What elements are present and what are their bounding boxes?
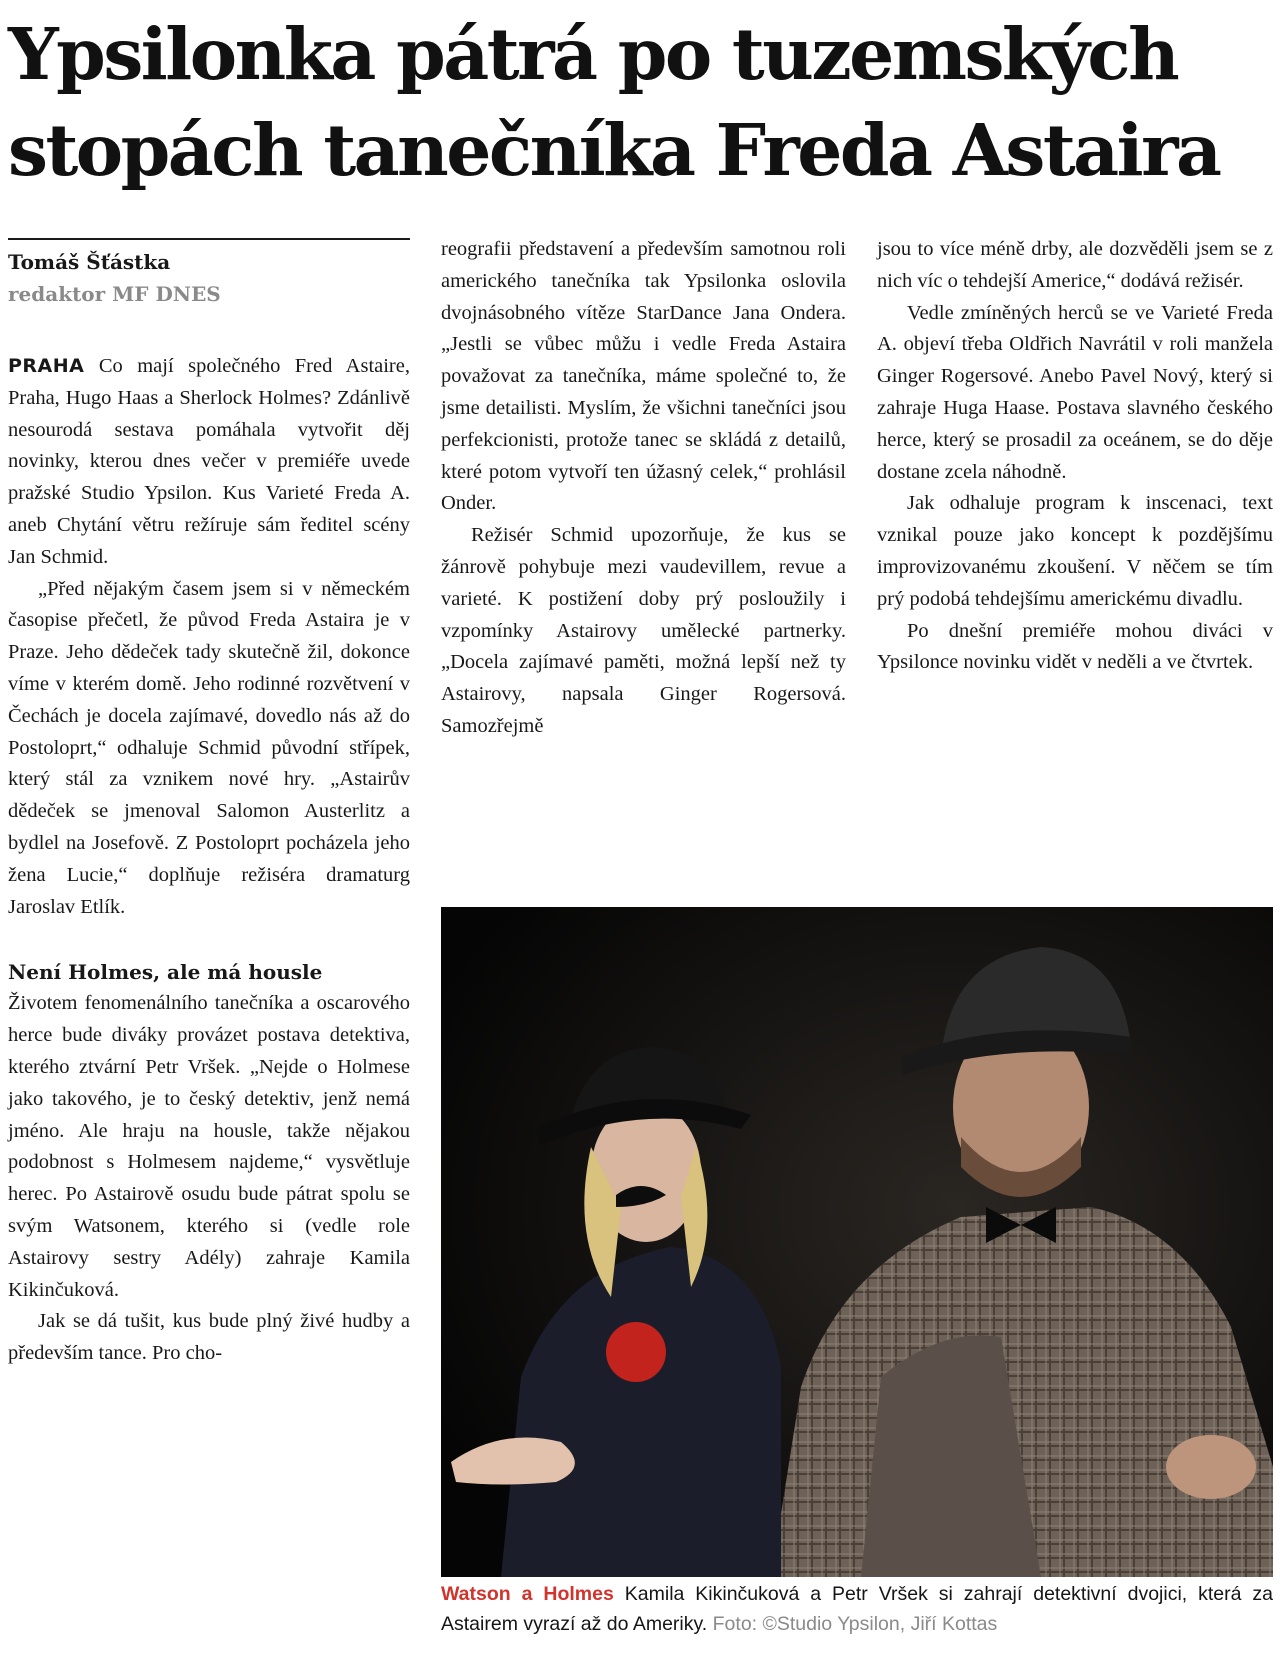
caption-label: Watson a Holmes xyxy=(441,1583,614,1605)
article-column-1 xyxy=(8,246,410,1370)
stage-photo-illustration xyxy=(441,907,1273,1577)
paragraph-director: Režisér Schmid upozorňuje, že kus se žánrově pohybuje mezi vaudevillem, revue a varieté. K postižení doby prý posloužily i vzpomínky Astairovy umělecké partnerky. „Docela zajímavé paměti, možná lepší než ty Astairovy, napsala Ginger Rogersová. Samozřejmě xyxy=(441,524,846,737)
paragraph-program: Jak odhaluje program k inscenaci, text vznikal pouze jako koncept k pozdějšímu improvizovanému zkoušení. V něčem se tím prý podobá tehdejšímu americkému divadlu. xyxy=(877,492,1273,610)
paragraph-holmes: Životem fenomenálního tanečníka a oscarového herce bude diváky provázet postava detektiva, kterého ztvární Petr Vršek. „Nejde o Holmese jako takového, je to český detektiv, jenž nemá jméno. Ale hraju na housle, takže nějakou podobnost s Holmesem najdeme,“ vysvětluje herec. Po Astairově osudu bude pátrat spolu se svým Watsonem, kterého si (vedle role Astairovy sestry Adély) zahraje Kamila Kikinčuková. xyxy=(8,992,410,1301)
paragraph-cast: Vedle zmíněných herců se ve Varieté Freda A. objeví třeba Oldřich Navrátil v roli manžela Ginger Rogersové. Anebo Pavel Nový, který si zahraje Huga Haase. Postava slavného českého herce, který se prosadil za oceánem, se do děje dostane zcela náhodně. xyxy=(877,301,1273,483)
paragraph-intro-text: Co mají společného Fred Astaire, Praha, Hugo Haas a Sherlock Holmes? Zdánlivě nesourodá sestava pomáhala vytvořit děj novinky, kterou dnes večer v premiéře uvede pražské Studio Ypsilon. Kus Varieté Freda A. aneb Chytání větru režíruje sám ředitel scény Jan Schmid. xyxy=(8,355,410,568)
caption-text: Kamila Kikinčuková a Petr Vršek si zahrají detektivní dvojici, která za Astairem vyrazí až do Ameriky. xyxy=(441,1583,1274,1635)
paragraph-director-cont: jsou to více méně drby, ale dozvěděli jsem se z nich víc o tehdejší Americe,“ dodává režisér. xyxy=(877,238,1273,292)
holmes-hand xyxy=(1166,1435,1256,1499)
dateline: PRAHA xyxy=(8,355,85,377)
paragraph-intro xyxy=(8,351,410,574)
headline-line-1: Ypsilonka pátrá po tuzemských xyxy=(8,12,1178,96)
paragraph-dance-start: Jak se dá tušit, kus bude plný živé hudby a především tance. Pro cho- xyxy=(8,1310,410,1365)
paragraph-quote-schmid: „Před nějakým časem jsem si v německém časopise přečetl, že původ Freda Astaira je v Praze. Jeho dědeček tady skutečně žil, dokonce víme v kterém domě. Jeho rodinné rozvětvení v Čechách je docela zajímavé, dovedlo nás až do Postoloprt,“ odhaluje Schmid původní střípek, který stál za vznikem nové hry. „Astairův dědeček se jmenoval Salomon Austerlitz a bydlel na Josefově. Z Postoloprt pocházela jeho žena Lucie,“ doplňuje režiséra dramaturg Jaroslav Etlík. xyxy=(8,577,410,918)
byline-author: Tomáš Šťástka xyxy=(8,250,171,274)
article-photo xyxy=(441,907,1273,1577)
headline xyxy=(8,6,1273,198)
paragraph-dance-cont: reografii představení a především samotnou roli amerického tanečníka tak Ypsilonka oslovila dvojnásobného vítěze StarDance Jana Ondera. „Jestli se vůbec můžu i vedle Freda Astaira považovat za tanečníka, máme společné to, že jsme detailisti. Myslím, že všichni tanečníci jsou perfekcionisti, protože tanec se skládá z detailů, které potom vytvoří ten úžasný celek,“ prohlásil Onder. xyxy=(441,238,846,515)
subheading: Není Holmes, ale má housle xyxy=(8,960,323,985)
photo-caption xyxy=(441,1579,1273,1639)
byline-role: redaktor MF DNES xyxy=(8,282,221,306)
article-column-3 xyxy=(877,234,1273,679)
paragraph-schedule: Po dnešní premiéře mohou diváci v Ypsilonce novinku vidět v neděli a ve čtvrtek. xyxy=(877,619,1273,674)
article-column-2 xyxy=(441,234,846,743)
headline-line-2: stopách tanečníka Freda Astaira xyxy=(8,108,1220,192)
photo-credit: Foto: ©Studio Ypsilon, Jiří Kottas xyxy=(712,1613,998,1635)
red-flower xyxy=(606,1322,666,1382)
byline-rule xyxy=(8,238,410,240)
